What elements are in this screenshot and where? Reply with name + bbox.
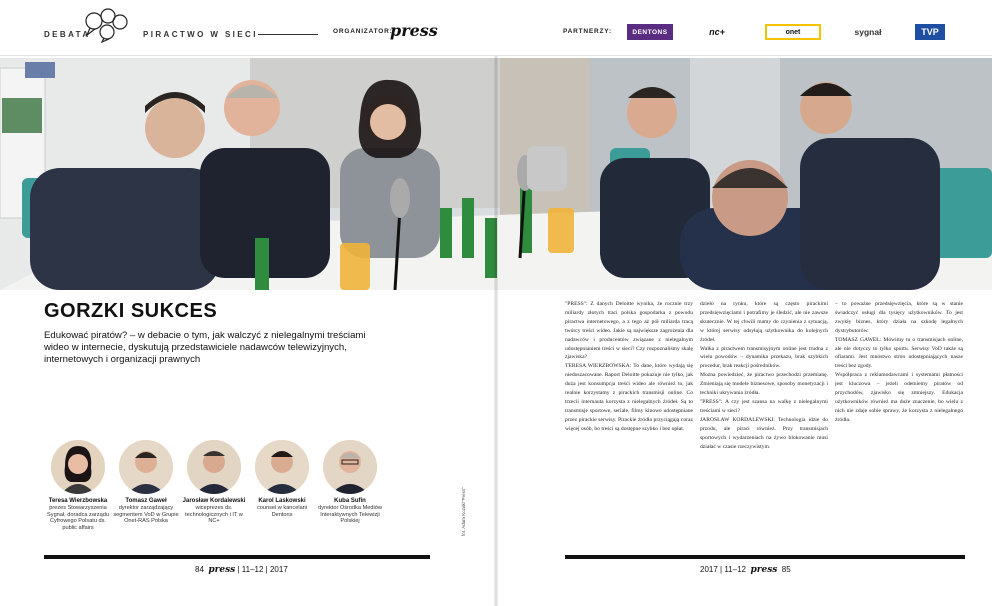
speech-bubbles-icon [82,7,132,43]
onet-logo: onet [765,24,821,40]
avatar [51,440,105,494]
press-logo: press [390,21,438,40]
participant-card [112,440,180,525]
dentons-logo: DENTONS [627,24,673,40]
header-band [0,0,992,56]
participant-name: Teresa Wierzbowska [48,498,108,504]
avatar [187,440,241,494]
sygnal-logo: sygnał [854,27,882,37]
header-rule [258,34,318,35]
participant-name: Kuba Sufin [334,498,366,504]
participant-role: dyrektor Ośrodka Mediów Interaktywnych Telewizji Polskiej [318,505,382,525]
press-logo-small: press [208,565,236,575]
photo-credit: fot. Adam Kozak/"Press" [461,487,466,536]
folio-right [700,565,791,575]
footer-rule-left [44,555,430,559]
avatar [323,440,377,494]
debate-topic: PIRACTWO W SIECI [143,30,258,39]
participant-card [44,440,112,531]
text-column-2: dzieło na rynku, które są często pirackimi przedsięwzięciami i potrafimy je śledzić, ale nie zawsze skutecznie. W tej chwili mamy do czynienia z sytuacją, w której serwisy odsyłają użytkownika do kolejnych źródeł. Walka z piractwem transmisyjnym online jest trudna z wielu powodów – dynamika przekazu, brak szybkich procedur, brak reakcji pośredników. Można powiedzieć, że piractwo przechodzi przemianę. Zmieniają się modele biznesowe, sposoby monetyzacji i techniki ukrywania źródła. "PRESS": A czy jest szansa na walkę z nielegalnymi treściami w sieci? JAROSŁAW KORDALEWSKI: Technologia idzie do przodu, ale piraci również. Przy transmisjach sportowych i wydarzeniach na żywo blokowanie musi działać w czasie rzeczywistym. [700,301,828,450]
tvp-logo: TVP [915,24,945,40]
debate-label: DEBATA [44,30,91,39]
page-number-left: 84 [195,565,204,574]
participant-name: Karol Laskowski [258,498,306,504]
participant-role: counsel w kancelarii Dentons [256,505,308,518]
participant-role: wiceprezes ds. technologicznych i IT w NC+ [185,505,243,525]
issue-right: 2017 | 11–12 [700,565,746,574]
participant-name: Jarosław Kordalewski [182,498,246,504]
text-column-1: "PRESS": Z danych Deloitte wynika, że rocznie trzy miliardy złotych traci polska gospodarka z powodu piractwa internetowego, a z tego aż pół miliarda tracą twórcy treści wideo. Jakie są największe zagrożenia dla nadawców i producentów związane z nielegalnym udostępnianiem treści w sieci? Czy rozpoznaliśmy skalę zjawiska? TERESA WIERZBOWSKA: To dane, które wydają się niedoszacowane. Raport Deloitte pokazuje nie tylko, jak duża jest konsumpcja treści wideo ale również to, jak realnie korzystamy z pirackich transmisji online. Co trzecii internauta korzysta z nielegalnych źródeł. Są to transmisje sportowe, seriale, filmy kinowe udostępniane przez pirackie serwisy. Pirackie źródła przyciągają coraz więcej osób, bo treści są dostępne szybko i bez opłat. [565,301,693,432]
participant-role: dyrektor zarządzający segmentem VoD w Grupie Onet-RAS Polska [113,505,179,525]
press-logo-small: press [750,565,778,575]
article-lead: Edukować piratów? – w debacie o tym, jak walczyć z nielegalnymi treściami wideo w internecie, dyskutują przedstawiciele nadawców telewizyjnych, internetowych i organizacji prawnych [44,330,366,366]
avatar [255,440,309,494]
folio-left: 84 press | 11–12 | 2017 [195,565,288,575]
footer-rule-right [565,555,965,559]
article-title: GORZKI SUKCES [44,300,218,322]
participant-card [316,440,384,525]
page-spine [494,56,498,606]
participant-card [248,440,316,518]
participant-name: Tomasz Gaweł [125,498,167,504]
organizer-label: ORGANIZATOR: [333,28,393,35]
participants-list [44,440,384,570]
issue-left: 11–12 | 2017 [241,565,288,574]
avatar [119,440,173,494]
partners-label: PARTNERZY: [563,28,612,35]
nc-plus-logo: nc+ [709,27,725,37]
participant-role: prezes Stowarzyszenia Sygnał, doradca zarządu Cyfrowego Polsatu ds. public affairs [47,505,109,531]
text-column-3: – to poważne przedsięwzięcia, które są w stanie świadczyć usługi dla tysięcy użytkowników. To jest zwykły biznes, który działa na szkodę legalnych dystrybutorów. TOMASZ GAWEŁ: Mówimy tu o transmisjach online, ale nie dotyczy to tylko sportu. Serwisy VoD także są ofiarami. Jest mnóstwo stron udostępniających nasze treści bez zgody. Współpraca z reklamodawcami i systemami płatności jest kluczowa – jeżeli odetniemy piratów od przychodów, zjawisko się zmniejszy. Edukacja użytkowników również ma duże znaczenie, bo wielu z nich nie zdaje sobie sprawy, że korzysta z nielegalnego źródła. [835,301,963,423]
page-number-right: 85 [781,565,791,574]
participant-card [180,440,248,525]
